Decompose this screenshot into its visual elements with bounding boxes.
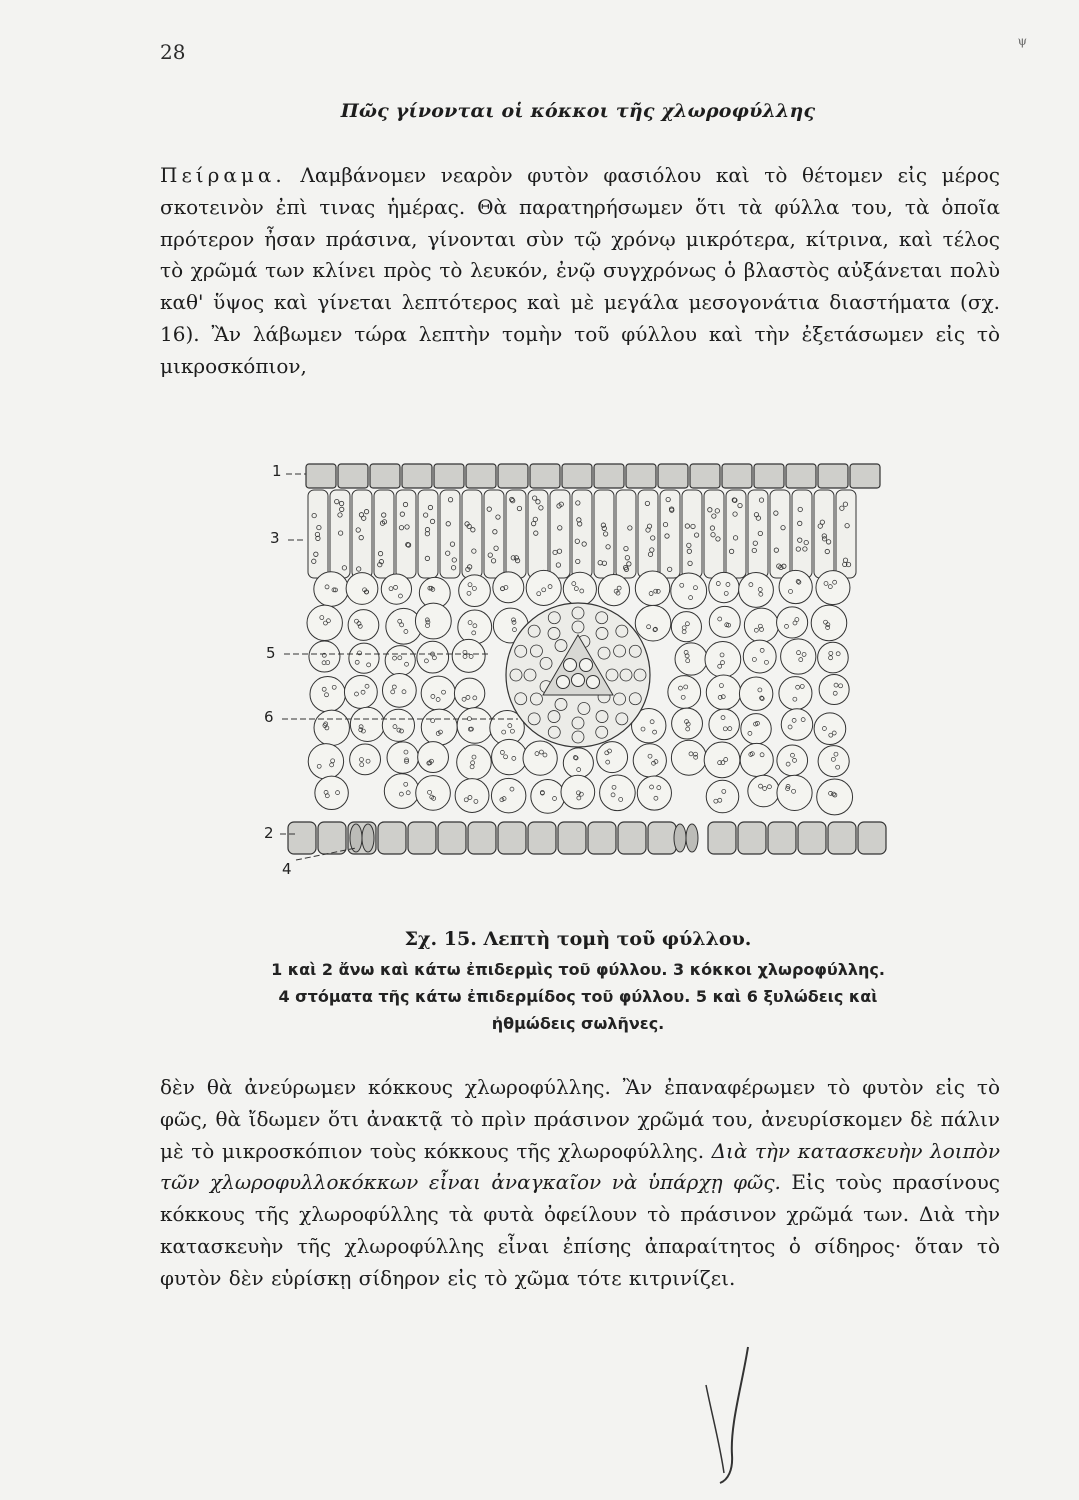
- spongy-cell: [706, 675, 741, 710]
- lower-epidermis-cell: [528, 822, 556, 854]
- leaf-cross-section-drawing: [258, 440, 898, 890]
- upper-epidermis-cell: [754, 464, 784, 488]
- spongy-cell: [635, 571, 670, 606]
- spongy-cell: [454, 678, 484, 708]
- upper-epidermis-cell: [434, 464, 464, 488]
- spongy-cell: [668, 676, 701, 709]
- spongy-cell: [819, 674, 849, 704]
- xylem-vessel: [580, 659, 593, 672]
- lower-epidermis-cell: [378, 822, 406, 854]
- spongy-cell: [350, 707, 384, 741]
- spongy-cell: [384, 774, 419, 809]
- figure-label-3: 3: [270, 529, 280, 547]
- xylem-vessel: [572, 674, 585, 687]
- spongy-cell: [675, 643, 707, 675]
- spongy-cell: [315, 776, 348, 809]
- spongy-cell: [452, 639, 485, 672]
- paragraph-experiment: [160, 160, 1000, 383]
- spongy-cell: [421, 709, 457, 745]
- lower-epidermis-cell: [318, 822, 346, 854]
- spongy-cell: [706, 780, 739, 813]
- upper-epidermis-cell: [594, 464, 624, 488]
- conclusion-text-b: Εἰς τοὺς πρασίνους κόκκους τῆς χλωροφύλλης τὰ φυτὰ ὀφείλουν τὸ πράσινον χρῶμά των. Διὰ τὴν κατασκευὴν τῆς χλωροφύλλης εἶναι ἐπίσης ἀπαραίτητος ὁ σίδηρος· ὅταν τὸ φυτὸν δὲν εὑρίσκῃ σίδηρον εἰς τὸ χῶμα τότε κιτρινίζει.: [160, 1170, 1000, 1290]
- spongy-cell: [309, 641, 340, 672]
- spongy-cell: [387, 742, 418, 773]
- spongy-cell: [779, 570, 812, 603]
- spongy-cell: [314, 572, 349, 607]
- upper-epidermis-cell: [530, 464, 560, 488]
- spongy-cell: [415, 603, 451, 639]
- upper-epidermis-cell: [338, 464, 368, 488]
- lower-epidermis-cell: [768, 822, 796, 854]
- lower-epidermis-cell: [408, 822, 436, 854]
- spongy-cell: [563, 572, 596, 605]
- spongy-cell: [633, 744, 666, 777]
- spongy-cell: [779, 677, 812, 710]
- spongy-cell: [671, 612, 701, 642]
- palisade-cell: [352, 490, 372, 578]
- spongy-cell: [314, 710, 349, 745]
- spongy-cell: [709, 606, 740, 637]
- spongy-cell: [493, 572, 524, 603]
- spongy-cell: [671, 573, 707, 609]
- spongy-cell: [777, 607, 808, 638]
- palisade-cell: [462, 490, 482, 578]
- palisade-cell: [792, 490, 812, 578]
- corner-mark: ψ: [1017, 34, 1027, 48]
- lower-epidermis-cell: [648, 822, 676, 854]
- spongy-cell: [348, 610, 379, 641]
- xylem-vessel: [564, 659, 577, 672]
- lower-epidermis-cell: [858, 822, 886, 854]
- spongy-cell: [307, 605, 342, 640]
- palisade-cell: [374, 490, 394, 578]
- spongy-cell: [744, 608, 778, 642]
- upper-epidermis-cell: [786, 464, 816, 488]
- paragraph-conclusion: [160, 1072, 1000, 1295]
- pen-mark: [700, 1345, 760, 1485]
- spongy-cell: [739, 677, 772, 710]
- palisade-cell: [330, 490, 350, 578]
- spongy-cell: [739, 573, 774, 608]
- spongy-cell: [740, 743, 773, 776]
- spongy-cell: [814, 713, 846, 745]
- upper-epidermis-cell: [722, 464, 752, 488]
- lower-epidermis-cell: [588, 822, 616, 854]
- conclusion-italic: Διὰ τὴν κατασκευὴν λοιπὸν τῶν χλωροφυλλοκόκκων εἶναι ἀναγκαῖον νὰ ὑπάρχῃ φῶς.: [160, 1138, 1000, 1195]
- lower-epidermis-cell: [288, 822, 316, 854]
- spongy-cell: [704, 742, 740, 778]
- spongy-cell: [458, 610, 492, 644]
- palisade-cell: [418, 490, 438, 578]
- spongy-cell: [531, 779, 565, 813]
- spongy-cell: [561, 775, 595, 809]
- spongy-cell: [385, 646, 415, 676]
- palisade-cell: [308, 490, 328, 578]
- spongy-cell: [709, 709, 740, 740]
- palisade-cell: [594, 490, 614, 578]
- lower-epidermis-cell: [468, 822, 496, 854]
- section-heading: Πῶς γίνονται οἱ κόκκοι τῆς χλωροφύλλης: [340, 100, 816, 122]
- guard-cell: [686, 824, 698, 852]
- spongy-cell: [418, 742, 449, 773]
- spongy-cell: [816, 571, 850, 605]
- upper-epidermis-cell: [818, 464, 848, 488]
- caption-line: 1 καὶ 2 ἄνω καὶ κάτω ἐπιδερμὶς τοῦ φύλλου. 3 κόκκοι χλωροφύλλης.: [271, 960, 885, 979]
- spongy-cell: [457, 745, 492, 780]
- spongy-cell: [563, 748, 593, 778]
- lower-epidermis-cell: [498, 822, 526, 854]
- palisade-cell: [726, 490, 746, 578]
- upper-epidermis-cell: [562, 464, 592, 488]
- figure-caption-title: Σχ. 15. Λεπτὴ τομὴ τοῦ φύλλου.: [404, 928, 752, 950]
- palisade-cell: [396, 490, 416, 578]
- spongy-cell: [457, 708, 493, 744]
- leaf-cells-group: [280, 464, 886, 860]
- experiment-lead: Πείραμα.: [160, 163, 286, 187]
- spongy-cell: [705, 642, 741, 678]
- upper-epidermis-cell: [850, 464, 880, 488]
- spongy-cell: [598, 575, 629, 606]
- xylem-vessel: [557, 676, 570, 689]
- spongy-cell: [818, 642, 849, 673]
- figure-label-5: 5: [266, 644, 276, 662]
- spongy-cell: [310, 676, 345, 711]
- spongy-cell: [781, 709, 812, 740]
- figure-label-6: 6: [264, 708, 274, 726]
- figure-label-4: 4: [282, 860, 292, 878]
- figure-label-1: 1: [272, 462, 282, 480]
- upper-epidermis-cell: [498, 464, 528, 488]
- palisade-cell: [638, 490, 658, 578]
- guard-cell: [350, 824, 362, 852]
- upper-epidermis-cell: [626, 464, 656, 488]
- figure-label-2: 2: [264, 824, 274, 842]
- spongy-cell: [455, 779, 489, 813]
- spongy-cell: [346, 573, 378, 605]
- spongy-cell: [523, 741, 557, 775]
- palisade-cell: [616, 490, 636, 578]
- upper-epidermis-cell: [306, 464, 336, 488]
- experiment-text: Λαμβάνομεν νεαρὸν φυτὸν φασιόλου καὶ τὸ θέτομεν εἰς μέρος σκοτεινὸν ἐπὶ τινας ἡμέρας. Θὰ παρατηρήσωμεν ὅτι τὰ φύλλα του, τὰ ὁποῖα πρότερον ἦσαν πράσινα, γίνονται σὺν τῷ χρόνῳ μικρότερα, κίτρινα, καὶ τέλος τὸ χρῶμά των κλίνει πρὸς τὸ λευκόν, ἐνῷ συγχρόνως ὁ βλαστὸς αὐξάνεται πολὺ καθ' ὕψος καὶ γίνεται λεπτότερος καὶ μὲ μεγάλα μεσογονάτια διαστήματα (σχ. 16). Ἂν λάβωμεν τώρα λεπτὴν τομὴν τοῦ φύλλου καὶ τὴν ἐξετάσωμεν εἰς τὸ μικροσκόπιον,: [160, 163, 1000, 378]
- lower-epidermis-cell: [708, 822, 736, 854]
- caption-line: 4 στόματα τῆς κάτω ἐπιδερμίδος τοῦ φύλλου. 5 καὶ 6 ξυλώδεις καὶ: [278, 987, 878, 1006]
- conclusion-text-a: δὲν θὰ ἀνεύρωμεν κόκκους χλωροφύλλης. Ἂν ἐπαναφέρωμεν τὸ φυτὸν εἰς τὸ φῶς, θὰ ἴδωμεν ὅτι ἀνακτᾷ τὸ πρὶν πράσινον χρῶμά του, ἀνευρίσκομεν δὲ πάλιν μὲ τὸ μικροσκόπιον τοὺς κόκκους τῆς χλωροφύλλης.: [160, 1075, 1000, 1163]
- upper-epidermis-cell: [402, 464, 432, 488]
- upper-epidermis-cell: [466, 464, 496, 488]
- palisade-cell: [660, 490, 680, 578]
- palisade-cell: [506, 490, 526, 578]
- spongy-cell: [492, 739, 527, 774]
- upper-epidermis-cell: [658, 464, 688, 488]
- spongy-cell: [743, 640, 776, 673]
- upper-epidermis-cell: [690, 464, 720, 488]
- spongy-cell: [350, 744, 381, 775]
- spongy-cell: [597, 742, 628, 773]
- lower-epidermis-cell: [438, 822, 466, 854]
- palisade-cell: [704, 490, 724, 578]
- figure-caption: [160, 956, 996, 1037]
- spongy-cell: [709, 572, 739, 602]
- spongy-cell: [349, 643, 379, 673]
- guard-cell: [362, 824, 374, 852]
- spongy-cell: [600, 775, 636, 811]
- spongy-cell: [308, 744, 343, 779]
- spongy-cell: [741, 714, 771, 744]
- xylem-vessel: [587, 676, 600, 689]
- palisade-cell: [572, 490, 592, 578]
- palisade-cell: [440, 490, 460, 578]
- spongy-cell: [416, 776, 451, 811]
- spongy-cell: [421, 676, 455, 710]
- lower-epidermis-cell: [618, 822, 646, 854]
- caption-line: ἠθμώδεις σωλῆνες.: [491, 1014, 665, 1033]
- spongy-cell: [637, 776, 671, 810]
- spongy-cell: [491, 778, 525, 812]
- leaf-cross-section-figure: [258, 440, 898, 890]
- spongy-cell: [671, 740, 706, 775]
- spongy-cell: [382, 709, 414, 741]
- palisade-cell: [770, 490, 790, 578]
- guard-cell: [674, 824, 686, 852]
- lower-epidermis-cell: [738, 822, 766, 854]
- spongy-cell: [781, 639, 816, 674]
- spongy-cell: [748, 775, 780, 807]
- spongy-cell: [382, 673, 416, 707]
- lower-epidermis-cell: [558, 822, 586, 854]
- page-number: 28: [160, 40, 186, 64]
- lower-epidermis-cell: [828, 822, 856, 854]
- upper-epidermis-cell: [370, 464, 400, 488]
- spongy-cell: [635, 605, 671, 641]
- palisade-cell: [550, 490, 570, 578]
- lower-epidermis-cell: [798, 822, 826, 854]
